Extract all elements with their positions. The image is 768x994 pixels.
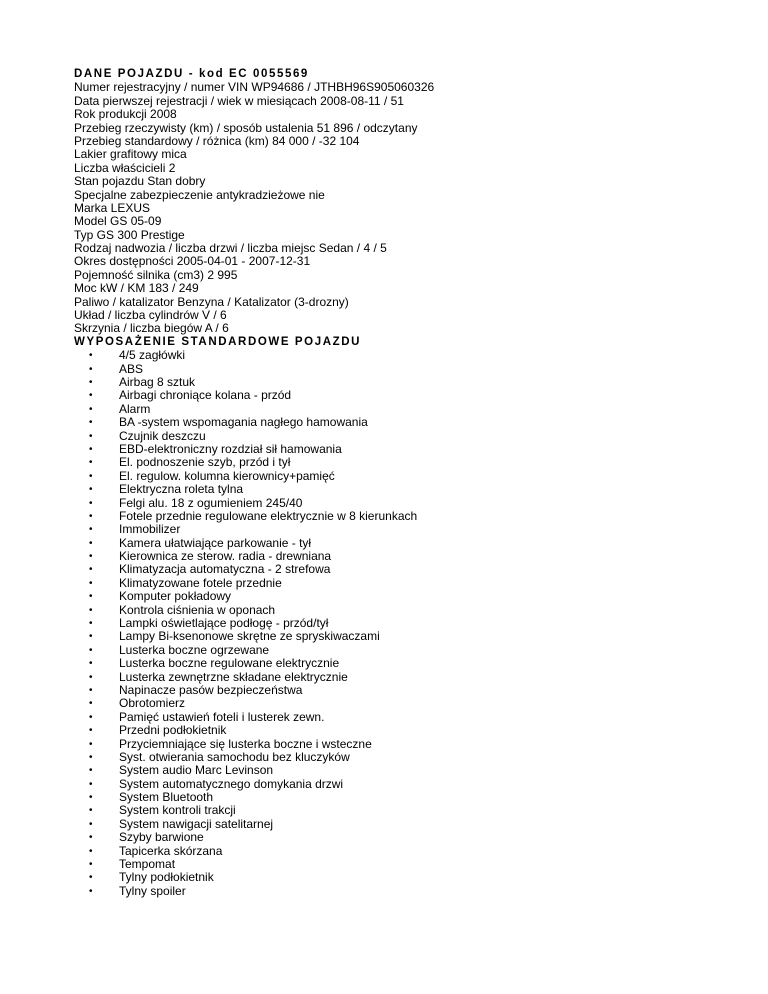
- equipment-item-label: Felgi alu. 18 z ogumieniem 245/40: [119, 495, 303, 510]
- equipment-item: [74, 885, 714, 898]
- vehicle-line-fuel: Paliwo / katalizator Benzyna / Katalizator (3-drozny): [74, 294, 349, 309]
- equipment-item: [74, 804, 714, 817]
- vehicle-line-production-year: Rok produkcji 2008: [74, 107, 177, 122]
- equipment-item-label: System automatycznego domykania drzwi: [119, 776, 344, 791]
- equipment-item: [74, 550, 714, 563]
- bullet-icon: •: [89, 551, 93, 563]
- equipment-item: [74, 858, 714, 871]
- equipment-item-label: Tapicerka skórzana: [119, 843, 223, 858]
- equipment-item-label: Lusterka zewnętrzne składane elektrycznie: [119, 669, 348, 684]
- equipment-item-label: Pamięć ustawień foteli i lusterek zewn.: [119, 709, 325, 724]
- vehicle-line-model: Model GS 05-09: [74, 214, 162, 229]
- bullet-icon: •: [89, 832, 93, 844]
- vehicle-line-anti-theft: Specjalne zabezpieczenie antykradzieżowe nie: [74, 187, 325, 202]
- bullet-icon: •: [89, 618, 93, 630]
- bullet-icon: •: [89, 390, 93, 402]
- bullet-icon: •: [89, 818, 93, 830]
- equipment-item-label: Tylny spoiler: [119, 883, 186, 898]
- bullet-icon: •: [89, 751, 93, 763]
- equipment-item: [74, 657, 714, 670]
- equipment-item-label: System kontroli trakcji: [119, 803, 236, 818]
- equipment-item: [74, 724, 714, 737]
- vehicle-line-paint: Lakier grafitowy mica: [74, 147, 187, 162]
- equipment-item: [74, 818, 714, 831]
- vehicle-line-first-registration: Data pierwszej rejestracji / wiek w miesiącach 2008-08-11 / 51: [74, 93, 404, 108]
- equipment-item-label: Elektryczna roleta tylna: [119, 482, 244, 497]
- equipment-item-label: Syst. otwierania samochodu bez kluczyków: [119, 749, 350, 764]
- equipment-item-label: Klimatyzowane fotele przednie: [119, 575, 282, 590]
- equipment-item-label: Kierownica ze sterow. radia - drewniana: [119, 549, 332, 564]
- equipment-item: [74, 563, 714, 576]
- equipment-item-label: System Bluetooth: [119, 790, 214, 805]
- bullet-icon: •: [89, 430, 93, 442]
- vehicle-line-body: Rodzaj nadwozia / liczba drzwi / liczba miejsc Sedan / 4 / 5: [74, 241, 387, 256]
- equipment-item: [74, 671, 714, 684]
- equipment-item-label: Tempomat: [119, 857, 176, 872]
- bullet-icon: •: [89, 684, 93, 696]
- bullet-icon: •: [89, 403, 93, 415]
- equipment-item-label: Lusterka boczne regulowane elektrycznie: [119, 656, 340, 671]
- equipment-item: [74, 470, 714, 483]
- equipment-item: [74, 617, 714, 630]
- equipment-item-label: 4/5 zagłówki: [119, 348, 186, 363]
- vehicle-line-make: Marka LEXUS: [74, 200, 151, 215]
- equipment-item-label: Przedni podłokietnik: [119, 723, 227, 738]
- bullet-icon: •: [89, 805, 93, 817]
- bullet-icon: •: [89, 885, 93, 897]
- equipment-item: [74, 831, 714, 844]
- vehicle-line-condition: Stan pojazdu Stan dobry: [74, 174, 206, 189]
- equipment-item-label: BA -system wspomagania nagłego hamowania: [119, 415, 368, 430]
- bullet-icon: •: [89, 711, 93, 723]
- equipment-item: [74, 537, 714, 550]
- equipment-item-label: Lampki oświetlające podłogę - przód/tył: [119, 616, 329, 631]
- equipment-item: [74, 577, 714, 590]
- bullet-icon: •: [89, 497, 93, 509]
- equipment-item: [74, 389, 714, 402]
- equipment-item: [74, 376, 714, 389]
- vehicle-line-engine-capacity: Pojemność silnika (cm3) 2 995: [74, 267, 238, 282]
- equipment-item: [74, 738, 714, 751]
- equipment-item-label: Airbag 8 sztuk: [119, 374, 196, 389]
- equipment-item: [74, 630, 714, 643]
- equipment-item-label: Obrotomierz: [119, 696, 186, 711]
- bullet-icon: •: [89, 698, 93, 710]
- bullet-icon: •: [89, 470, 93, 482]
- bullet-icon: •: [89, 484, 93, 496]
- equipment-item: [74, 590, 714, 603]
- equipment-item: [74, 764, 714, 777]
- vehicle-line-actual-mileage: Przebieg rzeczywisty (km) / sposób ustalenia 51 896 / odczytany: [74, 120, 418, 135]
- equipment-item: [74, 456, 714, 469]
- equipment-item: [74, 510, 714, 523]
- equipment-item-label: Szyby barwione: [119, 830, 204, 845]
- equipment-item-label: ABS: [119, 361, 144, 376]
- equipment-item-label: Fotele przednie regulowane elektrycznie w 8 kierunkach: [119, 508, 418, 523]
- bullet-icon: •: [89, 537, 93, 549]
- vehicle-line-gearbox: Skrzynia / liczba biegów A / 6: [74, 321, 229, 336]
- vehicle-line-owners: Liczba właścicieli 2: [74, 160, 176, 175]
- vehicle-line-type: Typ GS 300 Prestige: [74, 227, 185, 242]
- bullet-icon: •: [89, 510, 93, 522]
- equipment-item-label: Komputer pokładowy: [119, 589, 232, 604]
- bullet-icon: •: [89, 872, 93, 884]
- bullet-icon: •: [89, 725, 93, 737]
- bullet-icon: •: [89, 738, 93, 750]
- equipment-item-label: Kamera ułatwiające parkowanie - tył: [119, 535, 312, 550]
- equipment-item: [74, 523, 714, 536]
- equipment-list: [74, 349, 714, 898]
- equipment-heading: WYPOSAŻENIE STANDARDOWE POJAZDU: [74, 335, 362, 348]
- vehicle-line-cylinders: Układ / liczba cylindrów V / 6: [74, 308, 227, 323]
- equipment-item: [74, 349, 714, 362]
- equipment-item-label: System audio Marc Levinson: [119, 763, 274, 778]
- equipment-item: [74, 644, 714, 657]
- bullet-icon: •: [89, 350, 93, 362]
- equipment-item-label: Lusterka boczne ogrzewane: [119, 642, 270, 657]
- bullet-icon: •: [89, 644, 93, 656]
- equipment-item: [74, 604, 714, 617]
- equipment-item-label: Napinacze pasów bezpieczeństwa: [119, 682, 303, 697]
- bullet-icon: •: [89, 765, 93, 777]
- equipment-item: [74, 497, 714, 510]
- equipment-item: [74, 751, 714, 764]
- equipment-item-label: Tylny podłokietnik: [119, 870, 214, 885]
- equipment-item-label: Lampy Bi-ksenonowe skrętne ze spryskiwaczami: [119, 629, 380, 644]
- document-page: [74, 68, 714, 898]
- equipment-item-label: El. regulow. kolumna kierownicy+pamięć: [119, 468, 335, 483]
- equipment-item: [74, 403, 714, 416]
- equipment-item: [74, 791, 714, 804]
- bullet-icon: •: [89, 564, 93, 576]
- equipment-item-label: Immobilizer: [119, 522, 181, 537]
- equipment-item: [74, 483, 714, 496]
- equipment-item: [74, 684, 714, 697]
- equipment-item: [74, 697, 714, 710]
- vehicle-data-heading: DANE POJAZDU - kod EC 0055569: [74, 68, 309, 80]
- bullet-icon: •: [89, 671, 93, 683]
- equipment-item-label: El. podnoszenie szyb, przód i tył: [119, 455, 291, 470]
- equipment-item-label: Klimatyzacja automatyczna - 2 strefowa: [119, 562, 331, 577]
- bullet-icon: •: [89, 376, 93, 388]
- bullet-icon: •: [89, 577, 93, 589]
- equipment-item: [74, 711, 714, 724]
- bullet-icon: •: [89, 524, 93, 536]
- bullet-icon: •: [89, 443, 93, 455]
- vehicle-line-availability: Okres dostępności 2005-04-01 - 2007-12-31: [74, 254, 311, 269]
- bullet-icon: •: [89, 792, 93, 804]
- equipment-item-label: Alarm: [119, 401, 151, 416]
- equipment-item: [74, 778, 714, 791]
- bullet-icon: •: [89, 778, 93, 790]
- equipment-item: [74, 416, 714, 429]
- equipment-item-label: System nawigacji satelitarnej: [119, 816, 274, 831]
- equipment-item-label: Czujnik deszczu: [119, 428, 206, 443]
- bullet-icon: •: [89, 631, 93, 643]
- equipment-item-label: EBD-elektroniczny rozdział sił hamowania: [119, 441, 342, 456]
- equipment-item-label: Airbagi chroniące kolana - przód: [119, 388, 292, 403]
- bullet-icon: •: [89, 845, 93, 857]
- bullet-icon: •: [89, 591, 93, 603]
- equipment-item: [74, 443, 714, 456]
- vehicle-line-power: Moc kW / KM 183 / 249: [74, 281, 199, 296]
- equipment-item: [74, 845, 714, 858]
- equipment-item-label: Kontrola ciśnienia w oponach: [119, 602, 276, 617]
- bullet-icon: •: [89, 417, 93, 429]
- equipment-item: [74, 363, 714, 376]
- bullet-icon: •: [89, 457, 93, 469]
- vehicle-line-registration: Numer rejestracyjny / numer VIN WP94686 / JTHBH96S905060326: [74, 80, 435, 95]
- equipment-item-label: Przyciemniające się lusterka boczne i wsteczne: [119, 736, 372, 751]
- bullet-icon: •: [89, 658, 93, 670]
- bullet-icon: •: [89, 604, 93, 616]
- bullet-icon: •: [89, 859, 93, 871]
- equipment-item: [74, 430, 714, 443]
- vehicle-line-standard-mileage: Przebieg standardowy / różnica (km) 84 000 / -32 104: [74, 133, 360, 148]
- equipment-item: [74, 871, 714, 884]
- vehicle-data-lines: [74, 81, 714, 335]
- bullet-icon: •: [89, 363, 93, 375]
